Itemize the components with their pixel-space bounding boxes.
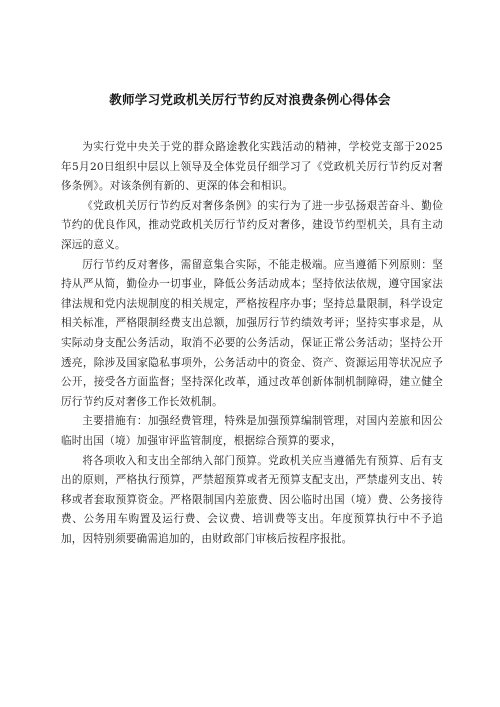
paragraph-significance: 《党政机关厉行节约反对奢侈条例》的实行为了进一步弘扬艰苦奋斗、勤俭节约的优良作风，推动党政机关厉行节约反对奢侈，建设节约型机关，具有主动深远的意义。: [61, 199, 443, 251]
paragraph-intro: 为实行党中央关于党的群众路途教化实践活动的精神，学校党支部于2025年5月20日组织中层以上领导及全体党员仔细学习了《党政机关厉行节约反对奢侈条例》。对该条例有新的、更深的体会和相识。: [61, 141, 443, 193]
document-title: 教师学习党政机关厉行节约反对浪费条例心得体会: [109, 92, 391, 107]
paragraph-measures: 主要措施有：加强经费管理，特殊是加强预算编制管理，对国内差旅和因公临时出国（境）加强审评监管制度，根据综合预算的要求，: [61, 415, 443, 447]
paragraph-principles: 厉行节约反对奢侈，需留意集合实际，不能走极端。应当遵循下列原则：坚持从严从简，勤俭办一切事业，降低公务活动成本；坚持依法依规，遵守国家法律法规和党内法规制度的相关规定，严格按程序办事；坚持总量限制，科学设定相关标准，严格限制经费支出总额，加强厉行节约绩效考评；坚持实事求是，从实际动身支配公务活动，取消不必要的公务活动，保证正常公务活动；坚持公开透亮，除涉及国家隐私事项外，公务活动中的资金、资产、资源运用等状况应予公开，接受各方面监督；坚持深化改革，通过改革创新体制机制障碍，建立健全厉行节约反对奢侈工作长效机制。: [61, 258, 443, 408]
document-body: [61, 138, 443, 549]
paragraph-budget: 将各项收入和支出全部纳入部门预算。党政机关应当遵循先有预算、后有支出的原则，严格执行预算，严禁超预算或者无预算支配支出，严禁虚列支出、转移或者套取预算资金。严格限制国内差旅费、因公临时出国（境）费、公务接待费、公务用车购置及运行费、会议费、培训费等支出。年度预算执行中不予追加，因特别须要确需追加的，由财政部门审核后按程序报批。: [61, 454, 443, 545]
